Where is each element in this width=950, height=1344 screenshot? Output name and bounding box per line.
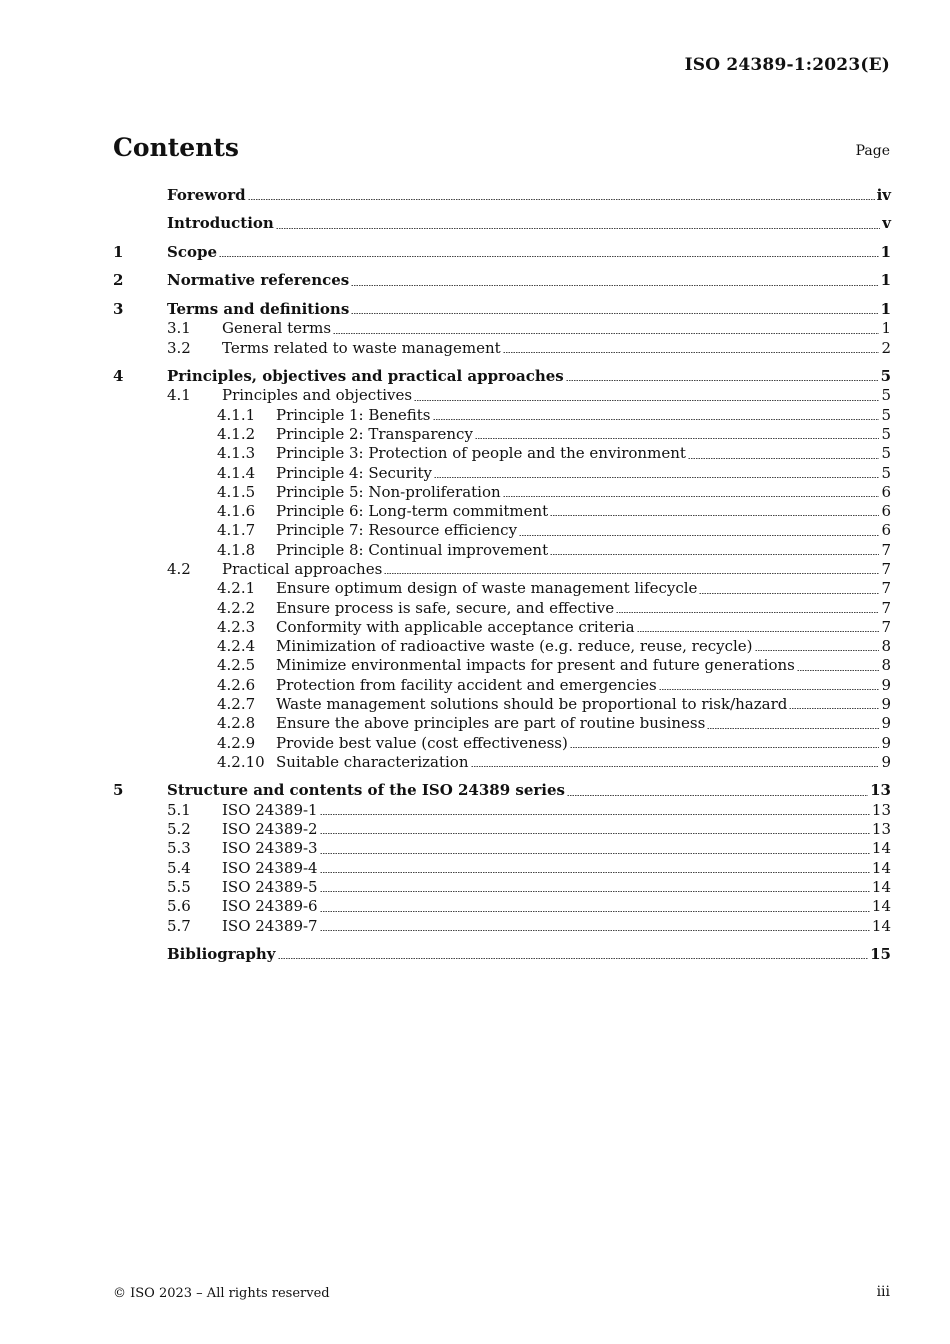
dot-leader: [570, 747, 880, 748]
toc-entry-title[interactable]: Principle 3: Protection of people and the environment: [276, 444, 686, 463]
dot-leader: [707, 728, 879, 729]
toc-entry-title[interactable]: Principle 1: Benefits: [276, 405, 431, 424]
toc-entry-title[interactable]: ISO 24389-5: [222, 877, 318, 896]
toc-entry[interactable]: [113, 618, 891, 637]
toc-entry-number: 4.2.5: [217, 656, 256, 675]
toc-entry-title[interactable]: General terms: [222, 319, 332, 338]
toc-entry-title[interactable]: Suitable characterization: [276, 752, 469, 771]
toc-entry-number: 4.1.2: [217, 424, 256, 443]
dot-leader: [688, 458, 880, 459]
toc-entry-number: 4.2.7: [217, 695, 256, 714]
toc-entry-number: 4.1.6: [217, 502, 256, 521]
dot-leader: [550, 515, 879, 516]
toc-entry-page[interactable]: 13: [870, 781, 891, 800]
dot-leader: [637, 631, 880, 632]
toc-entry-number: 5.2: [167, 820, 191, 839]
toc-entry-page[interactable]: 1: [880, 271, 891, 290]
toc-entry-page[interactable]: 13: [871, 820, 891, 839]
toc-entry-page[interactable]: 14: [871, 916, 891, 935]
toc-entry[interactable]: [113, 637, 891, 656]
toc-entry-number: 4.1.4: [217, 463, 256, 482]
toc-entry[interactable]: [113, 541, 891, 560]
toc-entry[interactable]: [113, 406, 891, 425]
toc-entry-page[interactable]: 7: [881, 617, 891, 636]
toc-entry-title[interactable]: Principle 5: Non-proliferation: [276, 482, 501, 501]
toc-entry[interactable]: [113, 859, 891, 878]
toc-entry[interactable]: [113, 599, 891, 618]
dot-leader: [320, 911, 870, 912]
toc-entry-page[interactable]: 5: [881, 405, 891, 424]
toc-entry[interactable]: [113, 917, 891, 936]
toc-entry[interactable]: [113, 714, 891, 733]
toc-entry-number: 4.1.7: [217, 521, 256, 540]
dot-leader: [433, 419, 880, 420]
toc-entry[interactable]: [113, 464, 891, 483]
toc-entry-number: 3.2: [167, 338, 191, 357]
table-of-contents: [113, 186, 891, 964]
toc-entry-page[interactable]: 9: [881, 675, 891, 694]
page-column-label: Page: [855, 143, 890, 159]
toc-title: Contents: [113, 133, 240, 162]
toc-entry[interactable]: [113, 560, 891, 579]
dot-leader: [789, 708, 879, 709]
toc-entry-number: 5.6: [167, 897, 191, 916]
toc-entry-page[interactable]: 1: [880, 242, 891, 261]
toc-entry-title[interactable]: ISO 24389-7: [222, 916, 318, 935]
toc-entry-title[interactable]: Bibliography: [167, 945, 276, 963]
toc-entry-title[interactable]: Introduction: [167, 214, 274, 233]
toc-entry[interactable]: [113, 186, 891, 205]
dot-leader: [550, 554, 879, 555]
toc-entry-page[interactable]: 14: [871, 897, 891, 916]
toc-entry-number: 4.1.8: [217, 540, 256, 559]
toc-entry-number: 4.1: [167, 386, 191, 405]
toc-entry[interactable]: [113, 367, 891, 386]
toc-entry-number: 5.4: [167, 858, 191, 877]
dot-leader: [503, 496, 880, 497]
toc-entry-number: 4.2.4: [217, 637, 256, 656]
footer-page-number: iii: [876, 1284, 890, 1300]
toc-entry[interactable]: [113, 839, 891, 858]
toc-entry-page[interactable]: 7: [881, 559, 891, 578]
dot-leader: [333, 333, 879, 334]
toc-entry-page[interactable]: 6: [881, 502, 891, 521]
toc-entry-number: 4.2: [167, 559, 191, 578]
dot-leader: [659, 689, 880, 690]
toc-entry-number: 4.2.2: [217, 598, 256, 617]
toc-entry[interactable]: [113, 734, 891, 753]
toc-entry-number: 2: [113, 271, 124, 290]
dot-leader: [566, 380, 879, 381]
toc-entry[interactable]: [113, 214, 891, 233]
footer-copyright: © ISO 2023 – All rights reserved: [113, 1286, 330, 1301]
toc-entry-number: 4.1.5: [217, 482, 256, 501]
toc-entry-title[interactable]: Normative references: [167, 271, 350, 290]
toc-entry-number: 5.5: [167, 877, 191, 896]
toc-entry-page[interactable]: 7: [881, 579, 891, 598]
dot-leader: [616, 612, 879, 613]
toc-entry[interactable]: [113, 945, 891, 964]
dot-leader: [320, 833, 870, 834]
toc-entry[interactable]: [113, 781, 891, 800]
dot-leader: [320, 872, 870, 873]
toc-entry-page[interactable]: iv: [876, 186, 891, 204]
toc-entry-number: 3.1: [167, 319, 191, 338]
toc-entry[interactable]: [113, 878, 891, 897]
toc-entry-page[interactable]: 6: [881, 521, 891, 540]
toc-entry-number: 4.2.8: [217, 714, 256, 733]
toc-entry-title[interactable]: Principles and objectives: [222, 386, 413, 405]
toc-entry-title[interactable]: Ensure process is safe, secure, and effective: [276, 598, 615, 617]
toc-entry-title[interactable]: Provide best value (cost effectiveness): [276, 733, 568, 752]
toc-entry-page[interactable]: 5: [880, 367, 891, 386]
toc-entry-number: 4.2.6: [217, 675, 256, 694]
toc-entry-page[interactable]: 13: [871, 800, 891, 819]
toc-entry-title[interactable]: Minimization of radioactive waste (e.g. reduce, reuse, recycle): [276, 637, 753, 656]
toc-entry-title[interactable]: Protection from facility accident and emergencies: [276, 675, 657, 694]
dot-leader: [320, 814, 870, 815]
toc-entry-title[interactable]: Structure and contents of the ISO 24389 series: [167, 781, 565, 800]
toc-entry-number: 1: [113, 242, 124, 261]
toc-entry-page[interactable]: 6: [881, 482, 891, 501]
toc-entry-page[interactable]: 5: [881, 424, 891, 443]
toc-entry[interactable]: [113, 897, 891, 916]
toc-entry-title[interactable]: ISO 24389-6: [222, 897, 318, 916]
toc-entry[interactable]: [113, 319, 891, 338]
toc-entry-title[interactable]: Minimize environmental impacts for present and future generations: [276, 656, 795, 675]
toc-entry-number: 4.2.9: [217, 733, 256, 752]
toc-entry-page[interactable]: 8: [881, 656, 891, 675]
toc-entry-title[interactable]: Foreword: [167, 186, 246, 204]
toc-entry-number: 3: [113, 299, 124, 318]
toc-entry[interactable]: [113, 801, 891, 820]
toc-entry-number: 4.2.10: [217, 752, 265, 771]
dot-leader: [219, 256, 879, 257]
dot-leader: [278, 958, 869, 959]
toc-entry-page[interactable]: 2: [881, 338, 891, 357]
toc-entry-page[interactable]: 9: [881, 695, 891, 714]
toc-entry-page[interactable]: 7: [881, 598, 891, 617]
dot-leader: [434, 477, 879, 478]
toc-entry-number: 4.2.1: [217, 579, 256, 598]
dot-leader: [797, 670, 880, 671]
toc-entry-title[interactable]: Principle 7: Resource efficiency: [276, 521, 518, 540]
toc-entry-page[interactable]: 9: [881, 714, 891, 733]
toc-entry-number: 5.7: [167, 916, 191, 935]
toc-entry[interactable]: [113, 502, 891, 521]
dot-leader: [567, 795, 868, 796]
dot-leader: [475, 438, 880, 439]
toc-entry-page[interactable]: 5: [881, 386, 891, 405]
document-id: ISO 24389-1:2023(E): [684, 55, 890, 75]
dot-leader: [471, 766, 880, 767]
dot-leader: [320, 853, 870, 854]
dot-leader: [699, 593, 879, 594]
toc-entry-title[interactable]: Principle 2: Transparency: [276, 424, 473, 443]
toc-entry-page[interactable]: 14: [871, 858, 891, 877]
toc-entry-title[interactable]: Ensure the above principles are part of routine business: [276, 714, 706, 733]
toc-entry-page[interactable]: 5: [881, 444, 891, 463]
toc-entry[interactable]: [113, 271, 891, 290]
toc-entry-number: 5: [113, 781, 124, 800]
dot-leader: [320, 891, 870, 892]
dot-leader: [351, 313, 878, 314]
toc-entry[interactable]: [113, 243, 891, 262]
toc-entry-title[interactable]: Scope: [167, 242, 218, 261]
toc-entry-title[interactable]: ISO 24389-3: [222, 839, 318, 858]
toc-entry[interactable]: [113, 483, 891, 502]
toc-entry-page[interactable]: 1: [881, 319, 891, 338]
toc-entry-number: 4.2.3: [217, 617, 256, 636]
toc-entry-page[interactable]: 9: [881, 752, 891, 771]
dot-leader: [384, 573, 879, 574]
toc-entry-page[interactable]: 14: [871, 839, 891, 858]
toc-entry-page[interactable]: v: [882, 214, 891, 233]
toc-entry[interactable]: [113, 820, 891, 839]
toc-entry-title[interactable]: ISO 24389-2: [222, 820, 318, 839]
dot-leader: [320, 930, 870, 931]
toc-entry-title[interactable]: Waste management solutions should be proportional to risk/hazard: [276, 695, 788, 714]
toc-entry-number: 5.3: [167, 839, 191, 858]
toc-entry-number: 5.1: [167, 800, 191, 819]
toc-entry-page[interactable]: 14: [871, 877, 891, 896]
toc-entry[interactable]: [113, 339, 891, 358]
toc-entry-title[interactable]: Principle 6: Long-term commitment: [276, 502, 549, 521]
dot-leader: [248, 199, 875, 200]
toc-entry-title[interactable]: Principle 4: Security: [276, 463, 433, 482]
toc-entry-title[interactable]: ISO 24389-4: [222, 858, 318, 877]
toc-entry[interactable]: [113, 425, 891, 444]
toc-entry[interactable]: [113, 753, 891, 772]
dot-leader: [519, 535, 879, 536]
toc-entry[interactable]: [113, 656, 891, 675]
toc-entry[interactable]: [113, 300, 891, 319]
toc-entry[interactable]: [113, 676, 891, 695]
toc-entry-title[interactable]: Conformity with applicable acceptance criteria: [276, 617, 635, 636]
dot-leader: [351, 285, 878, 286]
toc-entry-page[interactable]: 8: [881, 637, 891, 656]
toc-entry[interactable]: [113, 695, 891, 714]
toc-entry-page[interactable]: 15: [870, 945, 891, 963]
toc-entry-page[interactable]: 5: [881, 463, 891, 482]
dot-leader: [755, 650, 880, 651]
toc-entry-title[interactable]: ISO 24389-1: [222, 800, 318, 819]
dot-leader: [503, 352, 880, 353]
toc-entry-title[interactable]: Terms related to waste management: [222, 338, 501, 357]
toc-entry[interactable]: [113, 386, 891, 405]
dot-leader: [414, 400, 879, 401]
toc-entry-title[interactable]: Ensure optimum design of waste management lifecycle: [276, 579, 698, 598]
toc-entry[interactable]: [113, 521, 891, 540]
toc-entry[interactable]: [113, 444, 891, 463]
toc-entry-title[interactable]: Practical approaches: [222, 559, 383, 578]
toc-entry-page[interactable]: 9: [881, 733, 891, 752]
toc-entry-title[interactable]: Principle 8: Continual improvement: [276, 540, 549, 559]
toc-entry-number: 4: [113, 367, 124, 386]
toc-entry-title[interactable]: Principles, objectives and practical approaches: [167, 367, 564, 386]
toc-entry-number: 4.1.3: [217, 444, 256, 463]
toc-entry[interactable]: [113, 579, 891, 598]
toc-entry-page[interactable]: 1: [880, 299, 891, 318]
toc-entry-number: 4.1.1: [217, 405, 256, 424]
toc-entry-page[interactable]: 7: [881, 540, 891, 559]
toc-entry-title[interactable]: Terms and definitions: [167, 299, 350, 318]
dot-leader: [276, 228, 880, 229]
